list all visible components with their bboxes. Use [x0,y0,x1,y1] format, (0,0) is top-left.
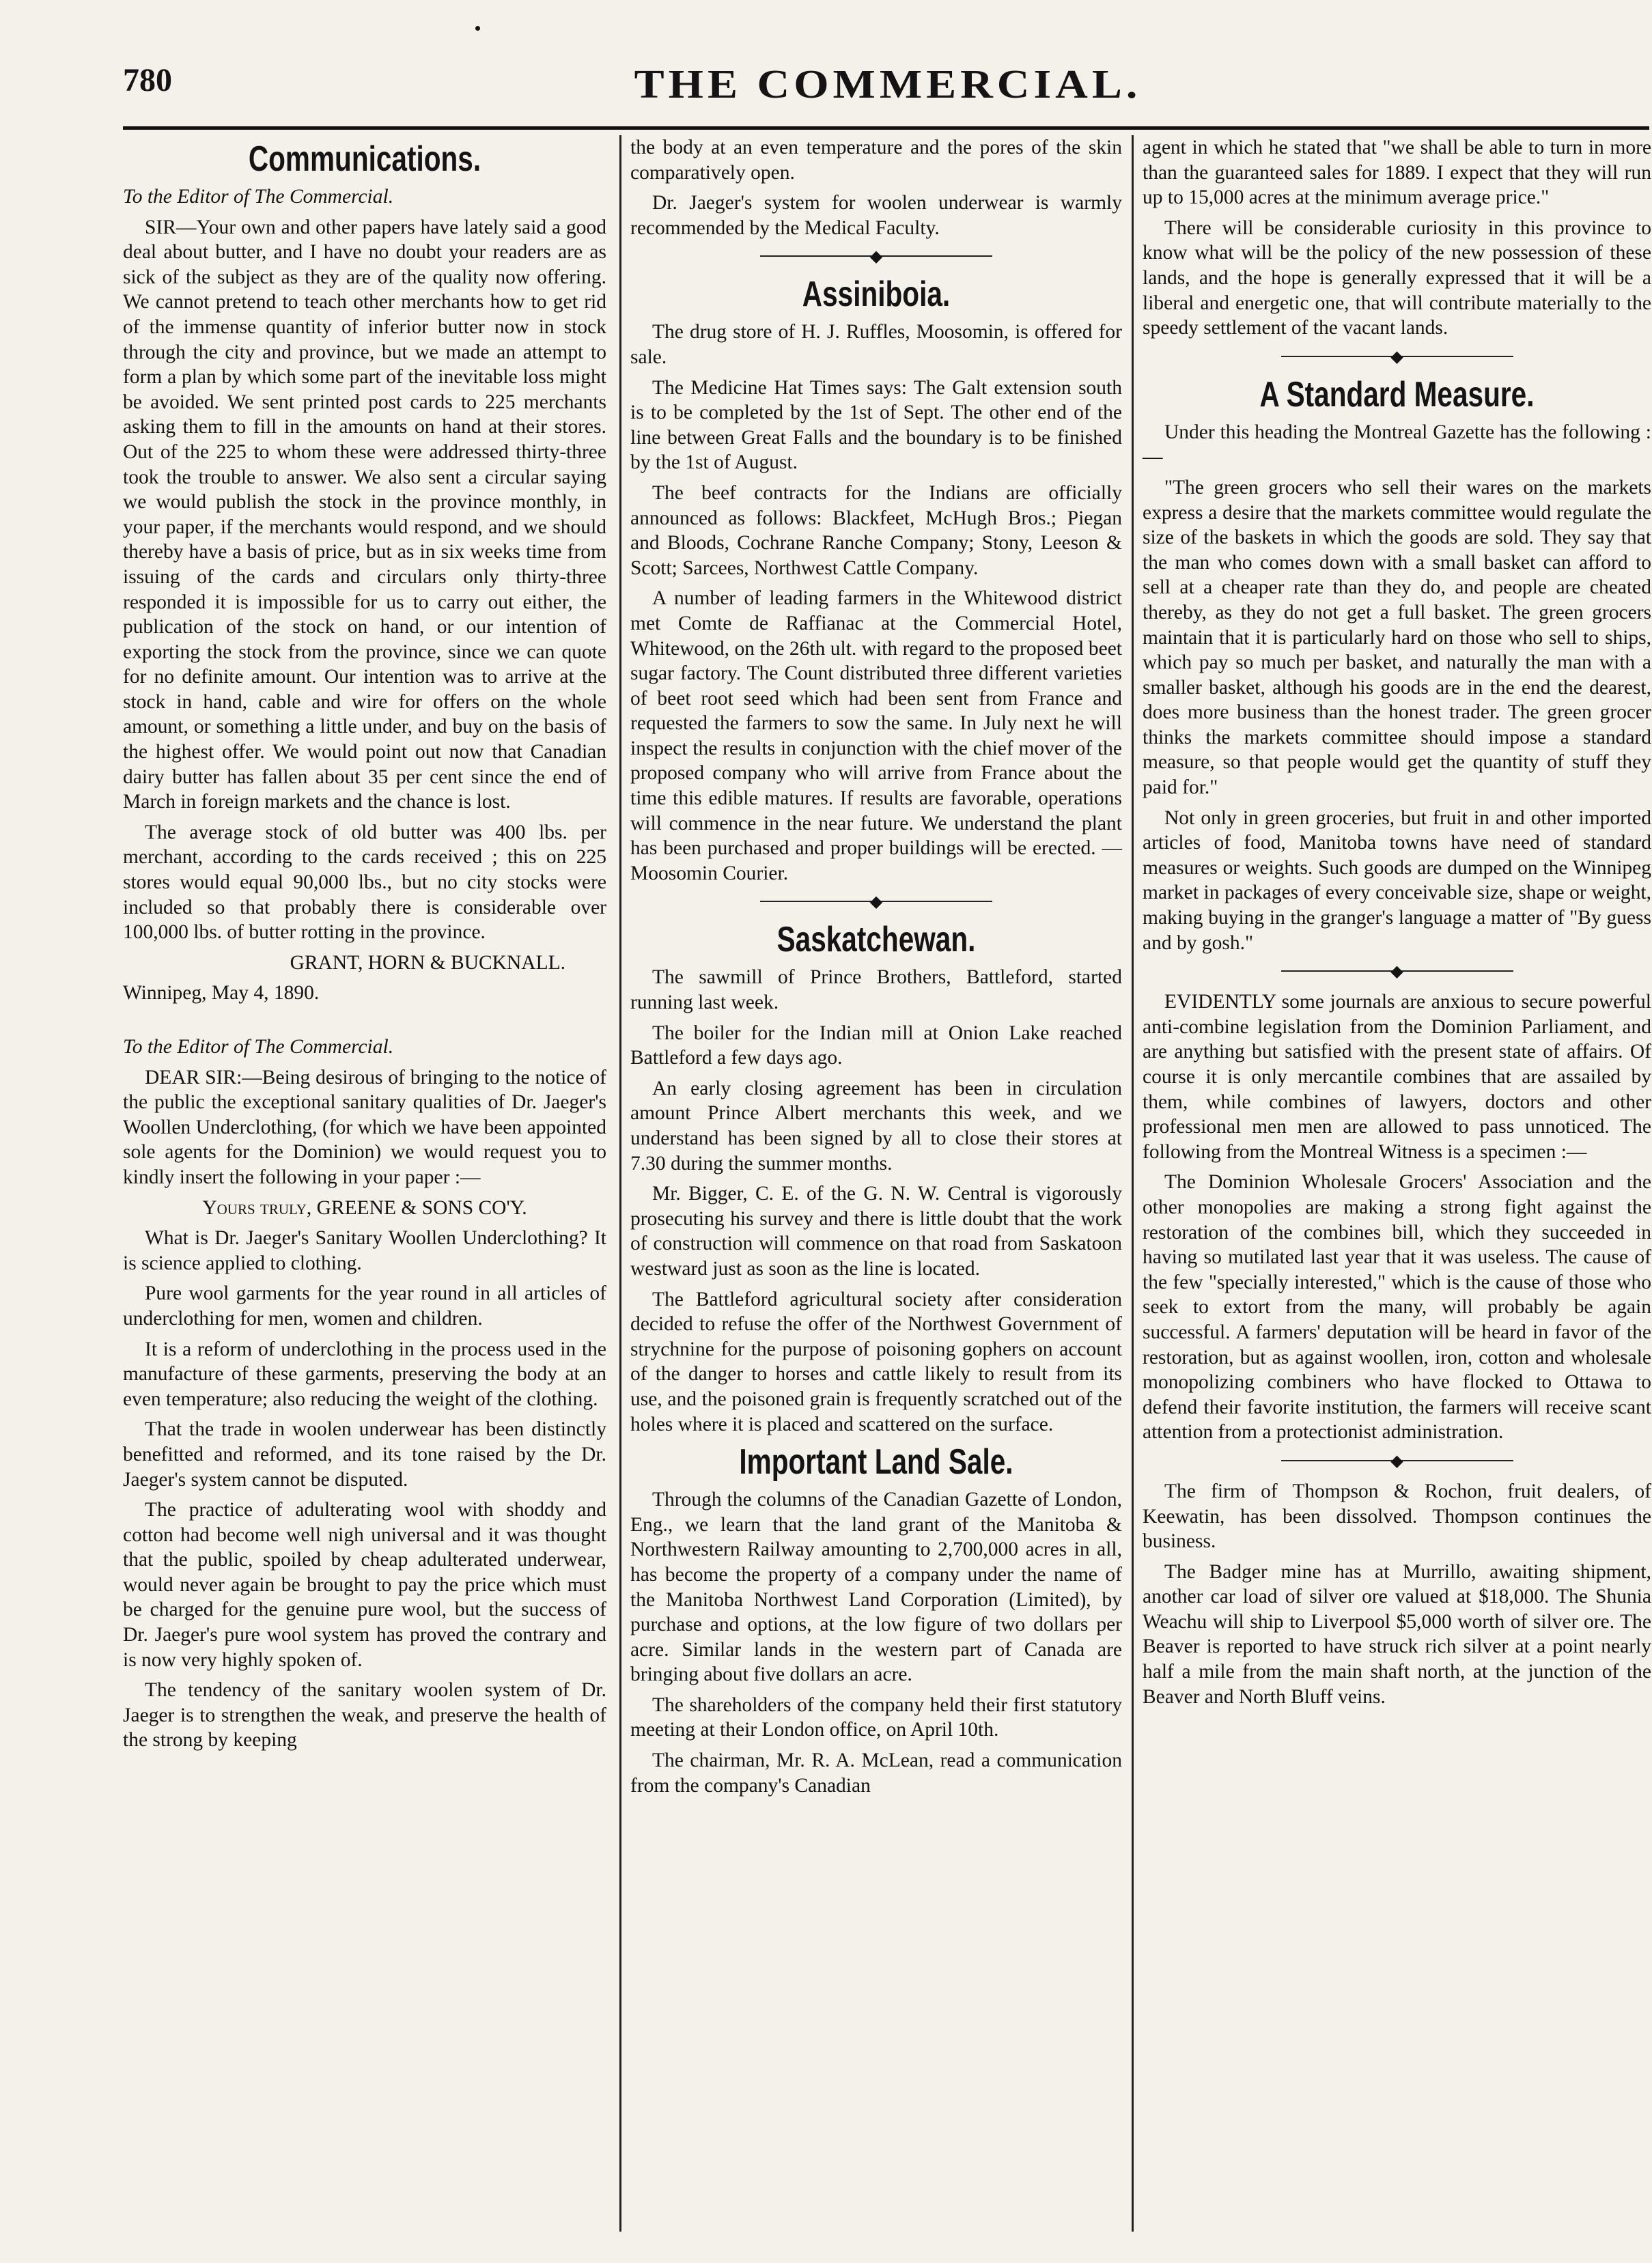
letter-salutation: To the Editor of The Commercial. [123,1036,394,1058]
column-3 [1143,135,1651,1715]
paragraph: The shareholders of the company held their first statutory meeting at their London office, on April 10th. [630,1693,1122,1741]
paragraph: The firm of Thompson & Rochon, fruit dealers, of Keewatin, has been dissolved. Thompson continues the business. [1143,1480,1651,1553]
section-separator [1281,348,1513,368]
paragraph: The boiler for the Indian mill at Onion Lake reached Battleford a few days ago. [630,1022,1122,1069]
paragraph: The beef contracts for the Indians are officially announced as follows: Blackfeet, McHugh Bros.; Piegan and Bloods, Cochrane Ranche Company; Stony, Leeson & Scott; Sarcees, Northwest Cattle Company. [630,481,1122,579]
section-heading-standard-measure: A Standard Measure. [1259,374,1535,414]
paragraph: the body at an even temperature and the pores of the skin comparatively open. [630,137,1122,184]
paragraph: Through the columns of the Canadian Gazette of London, Eng., we learn that the land grant of the Manitoba & Northwestern Railway amounting to 2,700,000 acres in all, has become the property of a company under the name of the Manitoba Northwest Land Corporation (Limited), by purchase and options, at the low figure of two dollars per acre. Similar lands in the western part of Canada are bringing about five dollars an acre. [630,1489,1122,1686]
paragraph: It is a reform of underclothing in the process used in the manufacture of these garments, preserving the body at an even temperature; also reducing the weight of the clothing. [123,1338,606,1410]
masthead [123,61,1652,130]
column-rule [1132,135,1134,2232]
paragraph: The practice of adulterating wool with shoddy and cotton had become well nigh universal and it was thought that the public, spoiled by cheap adulterated underwear, would never again be brought to pay the price which must be charged for the genuine pure wool, but the success of Dr. Jaeger's pure wool system has proved the contrary and is now very highly spoken of. [123,1499,606,1671]
page-number: 780 [123,62,172,98]
paragraph: The Battleford agricultural society after consideration decided to refuse the offer of the Northwest Government of strychnine for the purpose of poisoning gophers on account of the danger to horses and cattle likely to result from its use, and the poisoned grain is frequently scratched out of the holes where it is placed and scattered on the surface. [630,1288,1122,1435]
section-heading-land-sale: Important Land Sale. [739,1442,1013,1482]
paragraph: "The green grocers who sell their wares on the markets express a desire that the markets committee would regulate the size of the baskets in which the goods are sold. They say that the man who comes down with a small basket can afford to sell at a cheaper rate than they do, and people are cheated thereby, as they do not get a full basket. The green grocers maintain that it is particularly hard on those who sell to ships, which pay so much per basket, and naturally the man with a smaller basket, although his goods are in the end the dearest, does more business than the honest trader. The green grocer thinks the markets committee should impose a standard measure, so that people would get the quantity of stuff they paid for." [1143,476,1651,799]
paragraph: agent in which he stated that "we shall be able to turn in more than the guaranteed sales for 1889. I expect that they will run up to 15,000 acres at the minimum average price." [1143,137,1651,209]
paragraph: SIR—Your own and other papers have lately said a good deal about butter, and I have no doubt your readers are as sick of the subject as they are of the quality now offering. We cannot pretend to teach other merchants how to get rid of the immense quantity of inferior butter now in stock through the city and province, but we made an attempt to form a plan by which some part of the inevitable loss might be avoided. We sent printed post cards to 225 merchants asking them to fill in the amounts on hand at their stores. Out of the 225 to whom these were addressed thirty-three took the trouble to answer. We also sent a circular saying we would publish the stock in the province monthly, in your paper, if the merchants would respond, and we should thereby have a basis of price, but as in six weeks time from issuing of the cards and circulars only thirty-three responded it is impossible for us to carry out either, the publication of the stock on hand, or our intention of exporting the stock from the province, since we can quote for no definite amount. Our intention was to arrive at the stock in hand, cable and wire for offers on the whole amount, or something a little under, and buy on the basis of the highest offer. We would point out now that Canadian dairy butter has fallen about 35 per cent since the end of March in foreign markets and the chance is lost. [123,216,606,813]
section-heading-saskatchewan: Saskatchewan. [776,920,976,960]
paragraph: The tendency of the sanitary woolen system of Dr. Jaeger is to strengthen the weak, and preserve the health of the strong by keeping [123,1679,606,1752]
paragraph: Pure wool garments for the year round in all articles of underclothing for men, women and children. [123,1282,606,1330]
paragraph: The Dominion Wholesale Grocers' Association and the other monopolies are making a strong fight against the restoration of the combines bill, which they succeeded in having so mutilated last year that it was useless. The cause of the few "specially interested," which is the cause of those who seek to extort from the many, will probably be again successful. A farmers' deputation will be heard in favor of the restoration, but as against woollen, iron, cotton and wholesale monopolizing combiners who have flocked to Ottawa to defend their favorite institution, the farmers will receive scant attention from a protectionist administration. [1143,1171,1651,1444]
section-heading-communications: Communications. [248,139,481,179]
paragraph: Not only in green groceries, but fruit in and other imported articles of food, Manitoba towns have need of standard measures or weights. Such goods are dumped on the Winnipeg market in packages of every conceivable size, shape or weight, making buying in the granger's language a matter of "By guess and by gosh." [1143,806,1651,954]
masthead-rule [123,126,1649,130]
section-heading-assiniboia: Assiniboia. [802,275,951,315]
paragraph: EVIDENTLY some journals are anxious to secure powerful anti-combine legislation from the Dominion Parliament, and are anything but satisfied with the present state of affairs. Of course it is only mercantile combines that are assailed by them, while combines of lawyers, doctors and other professional men men are allowed to pass unnoticed. The following from the Montreal Witness is a specimen :— [1143,991,1651,1163]
paragraph: The Badger mine has at Murrillo, awaiting shipment, another car load of silver ore valued at $18,000. The Shunia Weachu will ship to Liverpool $5,000 worth of silver ore. The Beaver is reported to have struck rich silver at a point nearly half a mile from the main shaft north, at the junction of the Beaver and North Bluff veins. [1143,1560,1651,1708]
paragraph: The sawmill of Prince Brothers, Battleford, started running last week. [630,966,1122,1014]
letter-signature: GRANT, HORN & BUCKNALL. [290,951,565,974]
paragraph: That the trade in woolen underwear has been distinctly benefitted and reformed, and its tone raised by the Dr. Jaeger's system cannot be disputed. [123,1418,606,1491]
section-separator [1281,962,1513,983]
column-rule [619,135,621,2232]
letter-salutation: To the Editor of The Commercial. [123,186,394,208]
section-separator [760,892,992,913]
column-1 [123,135,606,1758]
letter-closing: Yours truly, GREENE & SONS CO'Y. [202,1196,527,1219]
section-separator [760,247,992,268]
newspaper-title: THE COMMERCIAL. [634,61,1142,107]
paragraph: The Medicine Hat Times says: The Galt extension south is to be completed by the 1st of Sept. The other end of the line between Great Falls and the boundary is to be finished by the 1st of August. [630,376,1122,474]
paragraph: Under this heading the Montreal Gazette has the following :— [1143,421,1651,468]
paragraph: The drug store of H. J. Ruffles, Moosomin, is offered for sale. [630,321,1122,368]
section-separator [1281,1452,1513,1472]
paragraph: A number of leading farmers in the Whitewood district met Comte de Raffianac at the Commercial Hotel, Whitewood, on the 26th ult. with regard to the proposed beet sugar factory. The Count distributed three different varieties of beet root seed which had been sent from France and requested the farmers to sow the same. In July next he will inspect the results in conjunction with the chief mover of the proposed company who will arrive from France about the time this edible matures. If results are favorable, operations will commence in the near future. We understand the plant has been purchased and proper buildings will be erected. —Moosomin Courier. [630,587,1122,884]
paragraph: DEAR SIR:—Being desirous of bringing to the notice of the public the exceptional sanitary qualities of Dr. Jaeger's Woollen Underclothing, (for which we have been appointed sole agents for the Dominion) we would request you to kindly insert the following in your paper :— [123,1066,606,1188]
ink-speck [475,26,480,31]
paragraph: An early closing agreement has been in circulation amount Prince Albert merchants this week, and we understand has been signed by all to close their stores at 7.30 during the summer months. [630,1077,1122,1175]
paragraph: Mr. Bigger, C. E. of the G. N. W. Central is vigorously prosecuting his survey and there is little doubt that the work of construction will commence on that road from Saskatoon westward just as soon as the line is located. [630,1183,1122,1280]
column-2 [630,135,1122,1803]
paragraph: There will be considerable curiosity in this province to know what will be the policy of the new possession of these lands, and the hope is generally expressed that it will be a liberal and energetic one, that will contribute materially to the speedy settlement of the vacant lands. [1143,216,1651,339]
paragraph: What is Dr. Jaeger's Sanitary Woollen Underclothing? It is science applied to clothing. [123,1227,606,1274]
paragraph: Dr. Jaeger's system for woolen underwear is warmly recommended by the Medical Faculty. [630,192,1122,239]
paragraph: The chairman, Mr. R. A. McLean, read a communication from the company's Canadian [630,1749,1122,1797]
letter-dateline: Winnipeg, May 4, 1890. [123,982,320,1004]
paragraph: The average stock of old butter was 400 lbs. per merchant, according to the cards received ; this on 225 stores would equal 90,000 lbs., but no city stocks were included so that probably there is considerable over 100,000 lbs. of butter rotting in the province. [123,821,606,944]
